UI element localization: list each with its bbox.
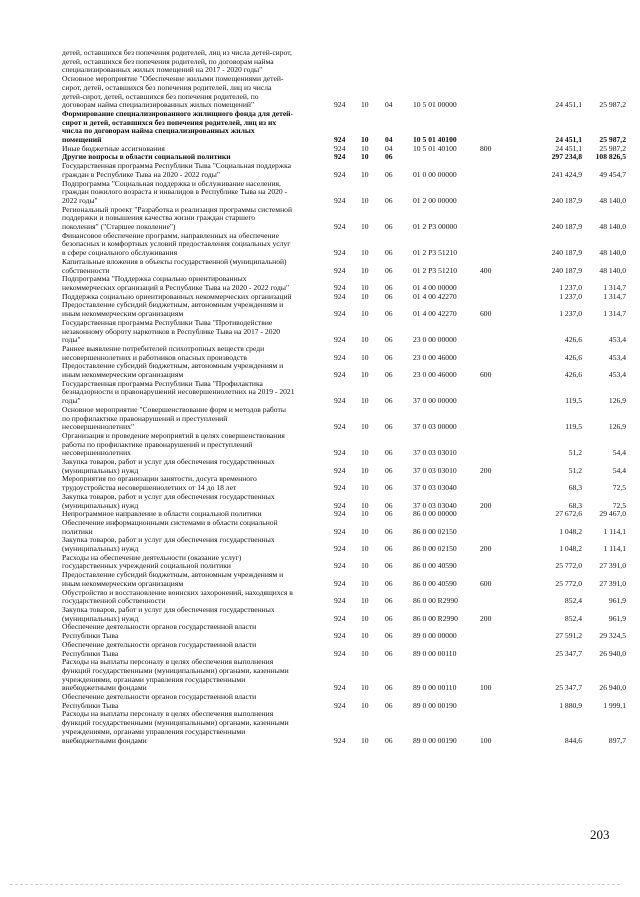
row-name: Организация и проведение мероприятий в целях совершенствования работы по профилактике правонарушений и преступлений несовершеннолетних — [62, 430, 285, 458]
table-row — [62, 361, 626, 380]
table-row — [62, 709, 626, 745]
table-row — [62, 657, 626, 693]
code-pr: 06 — [385, 352, 393, 362]
code-pr: 06 — [385, 448, 393, 458]
sum-2021: 1 237,0 — [559, 309, 582, 319]
code-rz: 10 — [361, 578, 369, 588]
code-gr: 924 — [334, 683, 346, 693]
sum-2021: 24 451,1 — [555, 135, 582, 145]
code-gr: 924 — [334, 195, 346, 205]
row-name: Закупка товаров, работ и услуг для обеспечения государственных (муниципальных) нужд — [62, 457, 275, 475]
code-vr: 100 — [480, 735, 492, 745]
code-gr: 924 — [334, 578, 346, 588]
sum-2022: 26 940,0 — [599, 648, 626, 658]
code-rz: 10 — [361, 335, 369, 345]
row-name: Основное мероприятие "Совершенствование форм и методов работы по профилактике правонарушений и преступлений несовершеннолетних" — [62, 404, 286, 432]
code-pr: 06 — [385, 282, 393, 292]
code-cs: 10 5 01 40100 — [413, 143, 457, 153]
code-gr: 924 — [334, 222, 346, 232]
row-name: Расходы на выплаты персоналу в целях обеспечения выполнения функций государственными (муниципальными) органами, казенными учреждениями, органами управления государственными внебюджетными фондами — [62, 657, 289, 693]
row-name: Предоставление субсидий бюджетным, автономным учреждениям и иным некоммерческим организациям — [62, 361, 284, 380]
table-row — [62, 300, 626, 319]
row-name: Подпрограмма "Поддержка социально ориентированных некоммерческих организаций в Республике Тыва на 2020 - 2022 годы" — [62, 274, 290, 292]
code-cs: 37 0 03 00000 — [413, 422, 457, 432]
row-name: Обустройство и восстановление воинских захоронений, находящихся в государственной собственности — [62, 587, 293, 606]
sum-2021: 1 237,0 — [559, 282, 582, 292]
code-pr: 06 — [385, 465, 393, 475]
code-cs: 89 0 00 00190 — [413, 700, 457, 710]
code-pr: 06 — [385, 195, 393, 205]
budget-table — [62, 48, 626, 745]
code-rz: 10 — [361, 596, 369, 606]
code-gr: 924 — [334, 500, 346, 510]
sum-2021: 241 424,9 — [551, 169, 582, 179]
code-cs: 01 2 P3 51210 — [413, 248, 458, 258]
table-row — [62, 378, 626, 406]
code-cs: 86 0 00 02150 — [413, 526, 457, 536]
code-gr: 924 — [334, 465, 346, 475]
table-row — [62, 692, 626, 710]
row-name: Предоставление субсидий бюджетным, автономным учреждениям и иным некоммерческим организациям — [62, 570, 284, 588]
row-name: Закупка товаров, работ и услуг для обеспечения государственных (муниципальных) нужд — [62, 491, 275, 510]
code-pr: 06 — [385, 509, 393, 519]
table-row — [62, 404, 626, 432]
table-row — [62, 430, 626, 458]
code-pr: 06 — [385, 370, 393, 380]
code-gr: 924 — [334, 152, 346, 162]
code-pr: 06 — [385, 613, 393, 623]
sum-2022: 126,9 — [608, 396, 626, 406]
code-rz: 10 — [361, 561, 369, 571]
sum-2022: 48 140,0 — [599, 195, 626, 205]
code-vr: 200 — [480, 613, 492, 623]
sum-2022: 48 140,0 — [599, 265, 626, 275]
sum-2022: 27 391,0 — [599, 578, 626, 588]
sum-2022: 25 987,2 — [599, 143, 626, 153]
row-name: Обеспечение деятельности органов государственной власти Республики Тыва — [62, 639, 257, 658]
table-row — [62, 343, 626, 362]
code-cs: 86 0 00 40590 — [413, 578, 457, 588]
table-row — [62, 639, 626, 658]
code-pr: 06 — [385, 631, 393, 641]
sum-2021: 27 672,6 — [555, 509, 582, 519]
sum-2021: 1 880,9 — [559, 700, 582, 710]
code-cs: 89 0 00 00110 — [413, 648, 457, 658]
code-pr: 04 — [385, 100, 393, 110]
code-rz: 10 — [361, 370, 369, 380]
code-pr: 06 — [385, 500, 393, 510]
code-gr: 924 — [334, 561, 346, 571]
sum-2021: 1 237,0 — [559, 291, 582, 301]
code-pr: 06 — [385, 648, 393, 658]
code-pr: 06 — [385, 335, 393, 345]
code-gr: 924 — [334, 735, 346, 745]
code-gr: 924 — [334, 448, 346, 458]
code-vr: 200 — [480, 544, 492, 554]
row-name: Подпрограмма "Социальная поддержка и обслуживание населения, граждан пожилого возраста и инвалидов в Республике Тыва на 2020 - 2022 годы" — [62, 178, 288, 205]
code-rz: 10 — [361, 526, 369, 536]
sum-2022: 961,9 — [608, 613, 626, 623]
sum-2022: 108 826,5 — [595, 152, 626, 162]
row-name: Непрограммное направление в области социальной политики — [62, 509, 262, 519]
code-rz: 10 — [361, 483, 369, 493]
sum-2021: 119,5 — [565, 422, 582, 432]
code-gr: 924 — [334, 352, 346, 362]
code-cs: 86 0 00 00000 — [413, 509, 457, 519]
code-rz: 10 — [361, 509, 369, 519]
code-cs: 89 0 00 00190 — [413, 735, 457, 745]
code-gr: 924 — [334, 282, 346, 292]
code-pr: 06 — [385, 422, 393, 432]
row-name: Обеспечение деятельности органов государственной власти Республики Тыва — [62, 622, 257, 641]
sum-2022: 54,4 — [612, 465, 626, 475]
code-rz: 10 — [361, 352, 369, 362]
row-name: Обеспечение деятельности органов государственной власти Республики Тыва — [62, 692, 257, 710]
code-gr: 924 — [334, 169, 346, 179]
row-name: Поддержка социально ориентированных некоммерческих организаций — [62, 291, 292, 301]
code-cs: 86 0 00 40590 — [413, 561, 457, 571]
code-gr: 924 — [334, 596, 346, 606]
sum-2022: 72,5 — [612, 500, 626, 510]
sum-2022: 27 391,0 — [599, 561, 626, 571]
table-row — [62, 622, 626, 641]
code-pr: 06 — [385, 309, 393, 319]
sum-2022: 1 999,1 — [603, 700, 626, 710]
sum-2022: 48 140,0 — [599, 248, 626, 258]
code-rz: 10 — [361, 135, 369, 145]
code-rz: 10 — [361, 282, 369, 292]
table-row — [62, 517, 626, 536]
code-rz: 10 — [361, 291, 369, 301]
code-pr: 06 — [385, 683, 393, 693]
code-pr: 06 — [385, 700, 393, 710]
row-name: Финансовое обеспечение программ, направленных на обеспечение безопасных и комфортных условий предоставления социальных услуг в сфере социального обслуживания — [62, 230, 291, 258]
sum-2022: 453,4 — [608, 352, 626, 362]
code-pr: 06 — [385, 169, 393, 179]
code-rz: 10 — [361, 195, 369, 205]
code-gr: 924 — [334, 291, 346, 301]
sum-2022: 1 114,1 — [603, 544, 626, 554]
sum-2021: 1 048,2 — [559, 526, 582, 536]
code-gr: 924 — [334, 370, 346, 380]
sum-2021: 68,3 — [568, 483, 582, 493]
sum-2022: 453,4 — [608, 370, 626, 380]
sum-2021: 240 187,9 — [551, 195, 582, 205]
table-row — [62, 317, 626, 345]
sum-2021: 852,4 — [564, 596, 582, 606]
code-pr: 06 — [385, 735, 393, 745]
code-cs: 37 0 03 03010 — [413, 448, 457, 458]
code-cs: 37 0 03 03010 — [413, 465, 457, 475]
sum-2022: 1 314,7 — [603, 282, 626, 292]
code-rz: 10 — [361, 396, 369, 406]
code-gr: 924 — [334, 544, 346, 554]
sum-2022: 25 987,2 — [599, 100, 626, 110]
sum-2021: 24 451,1 — [555, 143, 582, 153]
sum-2022: 49 454,7 — [599, 169, 626, 179]
code-gr: 924 — [334, 396, 346, 406]
table-row — [62, 587, 626, 606]
sum-2021: 25 347,7 — [555, 683, 582, 693]
code-gr: 924 — [334, 631, 346, 641]
code-pr: 06 — [385, 561, 393, 571]
code-pr: 06 — [385, 596, 393, 606]
table-row — [62, 48, 626, 110]
code-rz: 10 — [361, 613, 369, 623]
sum-2021: 24 451,1 — [555, 100, 582, 110]
row-name: Закупка товаров, работ и услуг для обеспечения государственных (муниципальных) нужд — [62, 605, 275, 623]
sum-2021: 25 347,7 — [555, 648, 582, 658]
row-name: Расходы на выплаты персоналу в целях обеспечения выполнения функций государственными (муниципальными) органами, казенными учреждениями, органами управления государственными внебюджетными фондами — [62, 709, 289, 745]
code-rz: 10 — [361, 465, 369, 475]
code-rz: 10 — [361, 265, 369, 275]
code-pr: 06 — [385, 291, 393, 301]
code-gr: 924 — [334, 265, 346, 275]
code-gr: 924 — [334, 135, 346, 145]
row-name: Капитальные вложения в объекты государственной (муниципальной) собственности — [62, 256, 287, 275]
sum-2021: 51,2 — [568, 448, 582, 458]
sum-2022: 961,9 — [608, 596, 626, 606]
row-name: Государственная программа Республики Тыва "Социальная поддержка граждан в Республике Тыва на 2020 - 2022 годы" — [62, 161, 292, 179]
code-gr: 924 — [334, 483, 346, 493]
code-cs: 37 0 03 03040 — [413, 483, 457, 493]
sum-2021: 426,6 — [564, 370, 582, 380]
row-name: Государственная программа Республики Тыва "Противодействие незаконному обороту наркотиков в Республике Тыва на 2017 - 2020 годы" — [62, 317, 281, 345]
sum-2022: 48 140,0 — [599, 222, 626, 232]
row-name: Обеспечение информационными системами в области социальной политики — [62, 517, 278, 536]
row-name: Расходы на обеспечение деятельности (оказание услуг) государственных учреждений социальной политики — [62, 552, 242, 571]
sum-2021: 119,5 — [565, 396, 582, 406]
row-name: Мероприятия по организации занятости, досуга временного трудоустройства несовершеннолетних от 14 до 18 лет — [62, 474, 257, 493]
code-rz: 10 — [361, 683, 369, 693]
sum-2021: 25 772,0 — [555, 578, 582, 588]
sum-2021: 25 772,0 — [555, 561, 582, 571]
code-rz: 10 — [361, 222, 369, 232]
code-gr: 924 — [334, 700, 346, 710]
row-name: Другие вопросы в области социальной политики — [62, 152, 231, 162]
code-pr: 06 — [385, 544, 393, 554]
code-pr: 06 — [385, 265, 393, 275]
row-name: Государственная программа Республики Тыва "Профилактика безнадзорности и правонарушений несовершеннолетних на 2019 - 2021 годы" — [62, 378, 295, 406]
sum-2022: 1 314,7 — [603, 291, 626, 301]
table-row — [62, 204, 626, 232]
code-pr: 06 — [385, 396, 393, 406]
table-row — [62, 230, 626, 258]
sum-2021: 852,4 — [564, 613, 582, 623]
code-gr: 924 — [334, 509, 346, 519]
code-cs: 89 0 00 00000 — [413, 631, 457, 641]
code-cs: 23 0 00 00000 — [413, 335, 457, 345]
code-rz: 10 — [361, 100, 369, 110]
code-pr: 06 — [385, 222, 393, 232]
sum-2021: 426,6 — [564, 335, 582, 345]
code-gr: 924 — [334, 335, 346, 345]
code-rz: 10 — [361, 500, 369, 510]
code-cs: 01 0 00 00000 — [413, 169, 457, 179]
code-cs: 89 0 00 00110 — [413, 683, 457, 693]
sum-2021: 844,6 — [564, 735, 582, 745]
sum-2022: 897,7 — [608, 735, 626, 745]
table-row — [62, 274, 626, 292]
code-pr: 06 — [385, 152, 393, 162]
table-row — [62, 161, 626, 179]
table-row — [62, 474, 626, 493]
sum-2021: 1 048,2 — [559, 544, 582, 554]
page-number: 203 — [590, 827, 610, 842]
sum-2022: 72,5 — [612, 483, 626, 493]
code-pr: 04 — [385, 143, 393, 153]
code-vr: 200 — [480, 465, 492, 475]
code-rz: 10 — [361, 448, 369, 458]
code-cs: 23 0 00 46000 — [413, 370, 457, 380]
code-pr: 06 — [385, 526, 393, 536]
code-vr: 400 — [480, 265, 492, 275]
code-vr: 600 — [480, 370, 492, 380]
code-cs: 01 4 00 42270 — [413, 309, 457, 319]
code-cs: 10 5 01 00000 — [413, 100, 457, 110]
code-rz: 10 — [361, 143, 369, 153]
table-row — [62, 605, 626, 623]
row-name: Региональный проект "Разработка и реализация программы системной поддержки и повышения качества жизни граждан старшего поколения" ("Старшее поколение") — [62, 204, 293, 232]
code-pr: 06 — [385, 248, 393, 258]
code-rz: 10 — [361, 422, 369, 432]
sum-2022: 453,4 — [608, 335, 626, 345]
sum-2021: 51,2 — [568, 465, 582, 475]
code-vr: 100 — [480, 683, 492, 693]
sum-2021: 27 591,2 — [555, 631, 582, 641]
sum-2021: 426,6 — [564, 352, 582, 362]
table-row — [62, 570, 626, 588]
code-cs: 01 4 00 42270 — [413, 291, 457, 301]
sum-2022: 25 987,2 — [599, 135, 626, 145]
sum-2022: 1 114,1 — [603, 526, 626, 536]
code-cs: 01 4 00 00000 — [413, 282, 457, 292]
code-cs: 37 0 00 00000 — [413, 396, 457, 406]
sum-2022: 54,4 — [612, 448, 626, 458]
code-rz: 10 — [361, 152, 369, 162]
code-pr: 06 — [385, 483, 393, 493]
row-name: детей, оставшихся без попечения родителей, лиц из числа детей-сирот, детей, оставшихся без попечения родителей, по договорам найма специализированных жилых помещений на 2017 - 2020 годы" Основное мероприятие "Обеспечение жилыми помещениями детей- сирот, детей, оставшихся без попечения родителей, лиц из числа детей-сирот, детей, оставшихся без попечения родителей, по договорам найма специализированных жилых помещений" — [62, 48, 292, 110]
code-gr: 924 — [334, 613, 346, 623]
sum-2021: 68,3 — [568, 500, 582, 510]
code-cs: 10 5 01 40100 — [413, 135, 457, 145]
code-cs: 86 0 00 R2990 — [413, 613, 458, 623]
code-rz: 10 — [361, 544, 369, 554]
code-gr: 924 — [334, 309, 346, 319]
code-rz: 10 — [361, 169, 369, 179]
page-bottom-rule — [10, 884, 620, 885]
code-rz: 10 — [361, 648, 369, 658]
code-pr: 06 — [385, 578, 393, 588]
code-rz: 10 — [361, 631, 369, 641]
table-row — [62, 552, 626, 571]
sum-2022: 126,9 — [608, 422, 626, 432]
code-gr: 924 — [334, 143, 346, 153]
table-row — [62, 178, 626, 206]
code-cs: 01 2 P3 00000 — [413, 222, 458, 232]
code-vr: 600 — [480, 309, 492, 319]
code-cs: 86 0 00 02150 — [413, 544, 457, 554]
sum-2022: 29 324,5 — [599, 631, 626, 641]
sum-2022: 26 940,0 — [599, 683, 626, 693]
row-name: Предоставление субсидий бюджетным, автономным учреждениям и иным некоммерческим организациям — [62, 300, 284, 319]
code-gr: 924 — [334, 648, 346, 658]
code-cs: 23 0 00 46000 — [413, 352, 457, 362]
table-row — [62, 457, 626, 475]
sum-2022: 29 467,0 — [599, 509, 626, 519]
sum-2021: 240 187,9 — [551, 222, 582, 232]
row-name: Иные бюджетные ассигнования — [62, 143, 165, 153]
code-pr: 04 — [385, 135, 393, 145]
code-gr: 924 — [334, 248, 346, 258]
code-rz: 10 — [361, 735, 369, 745]
sum-2021: 297 234,8 — [551, 152, 582, 162]
code-cs: 01 2 P3 51210 — [413, 265, 458, 275]
code-vr: 600 — [480, 578, 492, 588]
row-name: Закупка товаров, работ и услуг для обеспечения государственных (муниципальных) нужд — [62, 535, 275, 554]
code-vr: 800 — [480, 143, 492, 153]
row-name: Формирование специализированного жилищного фонда для детей- сирот и детей, оставшихся без попечения родителей, лиц из их числа по договорам найма специализированных жилых помещений — [62, 108, 294, 145]
sum-2021: 240 187,9 — [551, 265, 582, 275]
sum-2021: 240 187,9 — [551, 248, 582, 258]
table-row — [62, 535, 626, 554]
code-gr: 924 — [334, 422, 346, 432]
row-name: Раннее выявление потребителей психотропных веществ среди несовершеннолетних и работников опасных производств — [62, 343, 265, 362]
table-row — [62, 256, 626, 275]
code-gr: 924 — [334, 526, 346, 536]
code-vr: 200 — [480, 500, 492, 510]
code-rz: 10 — [361, 700, 369, 710]
code-rz: 10 — [361, 248, 369, 258]
table-row — [62, 108, 626, 145]
code-rz: 10 — [361, 309, 369, 319]
code-cs: 86 0 00 R2990 — [413, 596, 458, 606]
sum-2022: 1 314,7 — [603, 309, 626, 319]
table-row — [62, 491, 626, 510]
code-gr: 924 — [334, 100, 346, 110]
code-cs: 37 0 03 03040 — [413, 500, 457, 510]
code-cs: 01 2 00 00000 — [413, 195, 457, 205]
